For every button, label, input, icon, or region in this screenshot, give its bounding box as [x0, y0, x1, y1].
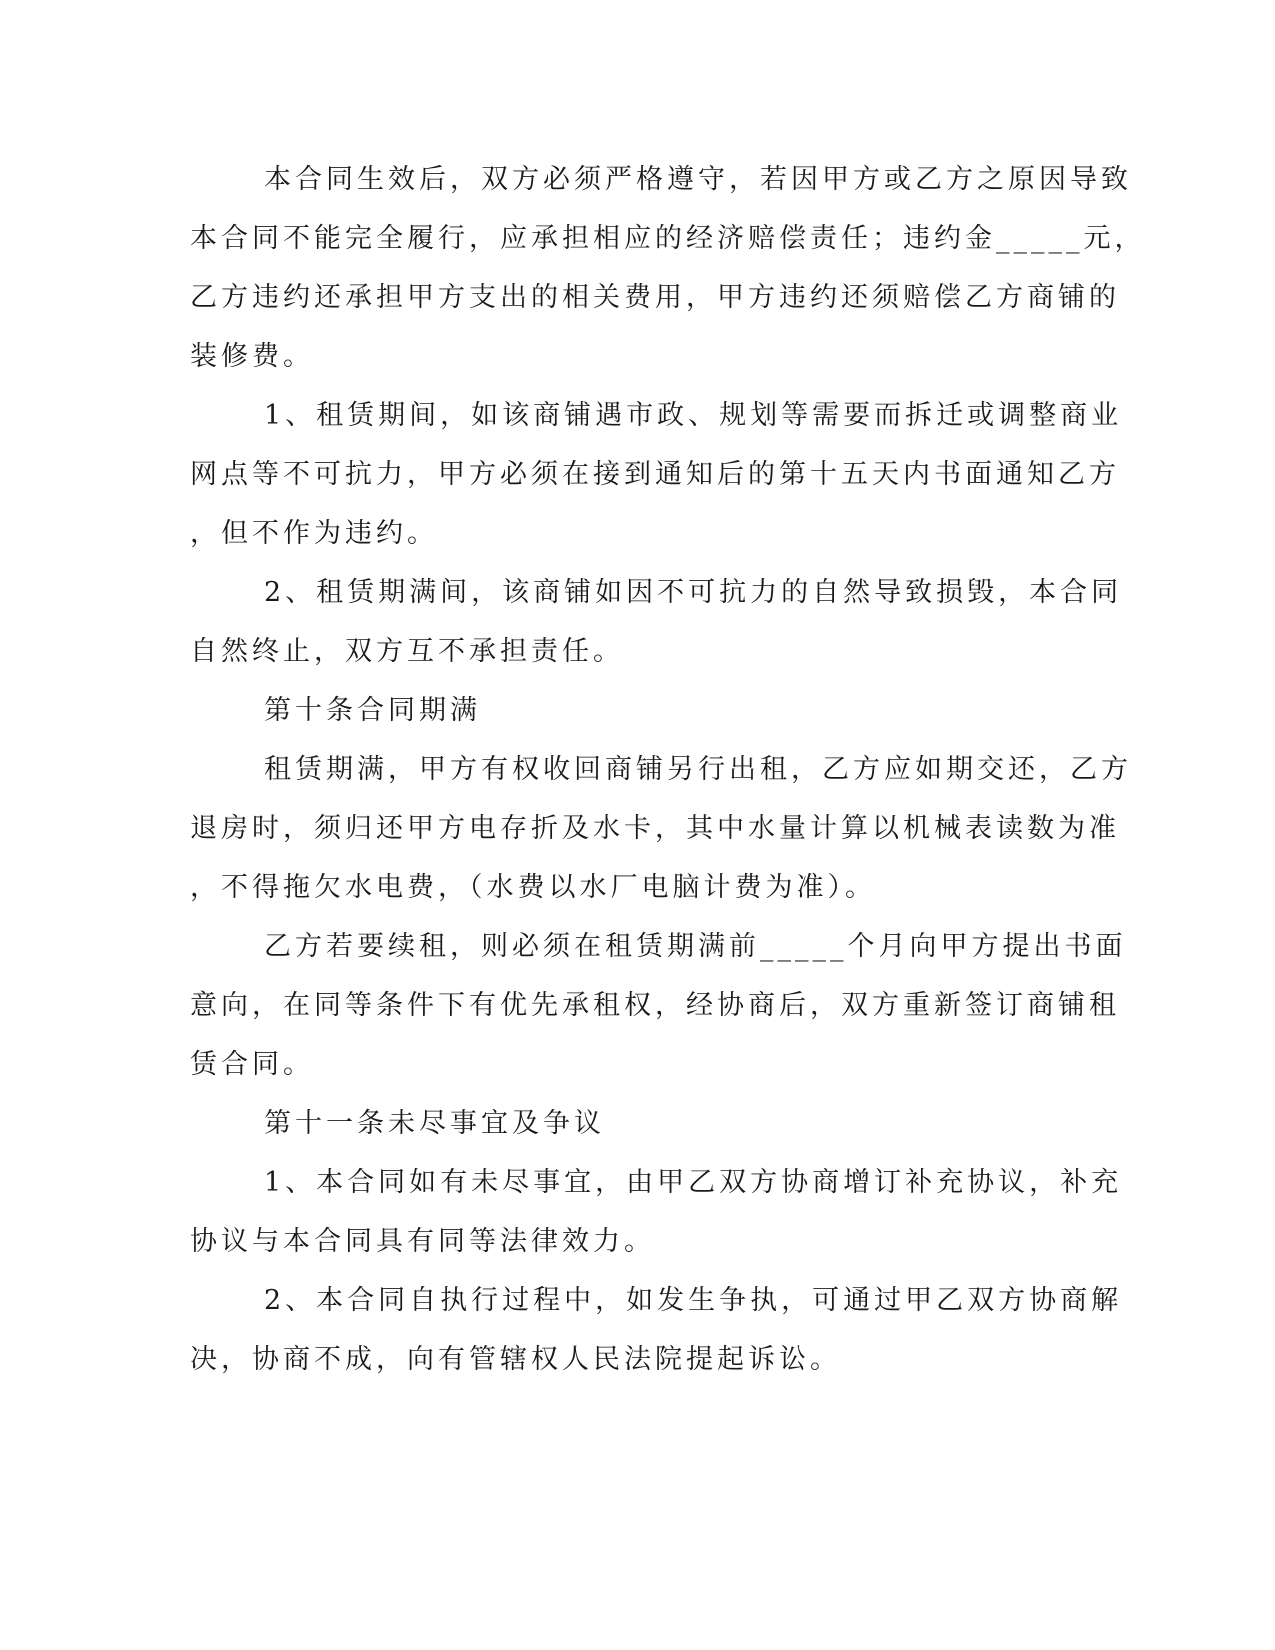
- text-line: 网点等不可抗力，甲方必须在接到通知后的第十五天内书面通知乙方: [190, 459, 1120, 490]
- text-line: 意向，在同等条件下有优先承租权，经协商后，双方重新签订商铺租: [190, 990, 1120, 1021]
- text-line: 决，协商不成，向有管辖权人民法院提起诉讼。: [190, 1344, 841, 1375]
- text-line: 1、租赁期间，如该商铺遇市政、规划等需要而拆迁或调整商业: [264, 400, 1123, 431]
- text-line: ，不得拖欠水电费，（水费以水厂电脑计费为准）。: [190, 872, 876, 903]
- text-line: 1、本合同如有未尽事宜，由甲乙双方协商增订补充协议，补充: [264, 1167, 1123, 1198]
- text-line: 租赁期满，甲方有权收回商铺另行出租，乙方应如期交还，乙方: [264, 754, 1132, 785]
- text-line: 自然终止，双方互不承担责任。: [190, 636, 624, 667]
- text-line: 2、租赁期满间，该商铺如因不可抗力的自然导致损毁，本合同: [264, 577, 1123, 608]
- text-line: 本合同生效后，双方必须严格遵守，若因甲方或乙方之原因导致: [264, 164, 1132, 195]
- text-line: 本合同不能完全履行，应承担相应的经济赔偿责任；违约金_____元，: [190, 223, 1146, 254]
- text-line: 赁合同。: [190, 1049, 314, 1080]
- text-line: 乙方若要续租，则必须在租赁期满前_____个月向甲方提出书面: [264, 931, 1127, 962]
- text-line: 协议与本合同具有同等法律效力。: [190, 1226, 655, 1257]
- text-line: 退房时，须归还甲方电存折及水卡，其中水量计算以机械表读数为准: [190, 813, 1120, 844]
- section-heading: 第十一条未尽事宜及争议: [264, 1108, 605, 1139]
- text-line: ，但不作为违约。: [190, 518, 438, 549]
- section-heading: 第十条合同期满: [264, 695, 481, 726]
- text-line: 装修费。: [190, 341, 314, 372]
- text-line: 乙方违约还承担甲方支出的相关费用，甲方违约还须赔偿乙方商铺的: [190, 282, 1120, 313]
- text-line: 2、本合同自执行过程中，如发生争执，可通过甲乙双方协商解: [264, 1285, 1123, 1316]
